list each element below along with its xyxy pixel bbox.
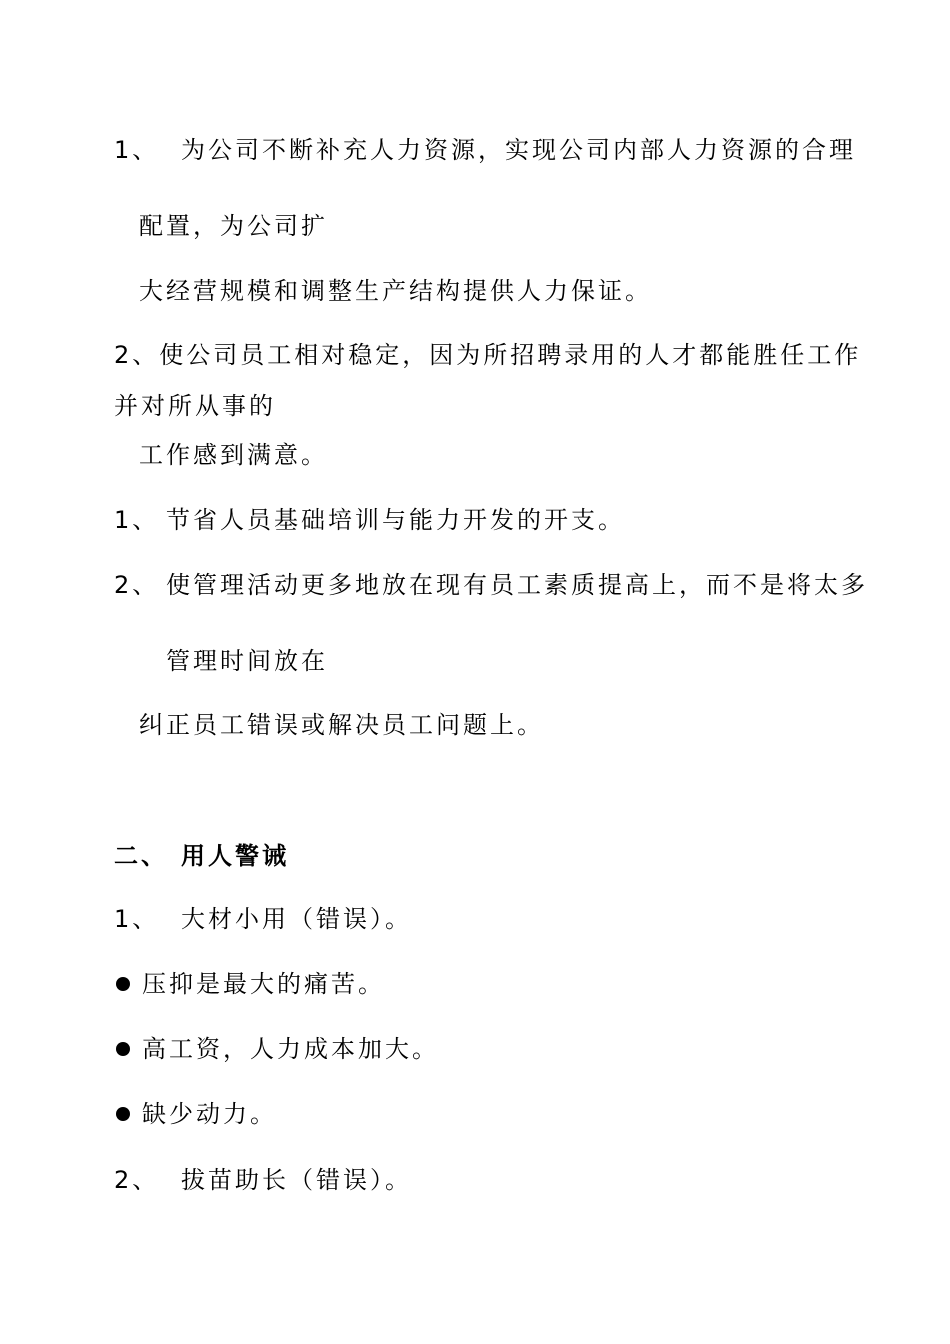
section-title: 用人警诫 [181,842,289,870]
bullet-text: 缺少动力。 [142,1100,277,1128]
section-number: 二、 [114,842,168,870]
item-number: 2、 [114,1166,160,1194]
bullet-icon [116,1042,130,1056]
paragraph-line: 2、使公司员工相对稳定，因为所招聘录用的人才都能胜任工作 [114,341,862,369]
paragraph-line: 使管理活动更多地放在现有员工素质提高上，而不是将太多 [166,571,868,599]
paragraph-line: 大经营规模和调整生产结构提供人力保证。 [139,277,652,305]
item-number: 2、 [114,571,160,599]
paragraph-line: 为公司不断补充人力资源，实现公司内部人力资源的合理 [181,136,856,164]
paragraph-line: 配置，为公司扩 [139,212,328,240]
paragraph-line: 拔苗助长（错误）。 [181,1166,412,1194]
bullet-icon [116,977,130,991]
paragraph-line: 节省人员基础培训与能力开发的开支。 [166,506,625,534]
paragraph-line: 工作感到满意。 [139,441,328,469]
item-number: 1、 [114,136,160,164]
bullet-icon [116,1107,130,1121]
paragraph-line: 大材小用（错误）。 [181,905,412,933]
item-number: 1、 [114,506,160,534]
paragraph-line: 纠正员工错误或解决员工问题上。 [139,711,544,739]
bullet-text: 压抑是最大的痛苦。 [142,970,385,998]
paragraph-line: 管理时间放在 [166,647,328,675]
paragraph-line: 并对所从事的 [114,392,276,420]
item-number: 1、 [114,905,160,933]
bullet-text: 高工资，人力成本加大。 [142,1035,439,1063]
